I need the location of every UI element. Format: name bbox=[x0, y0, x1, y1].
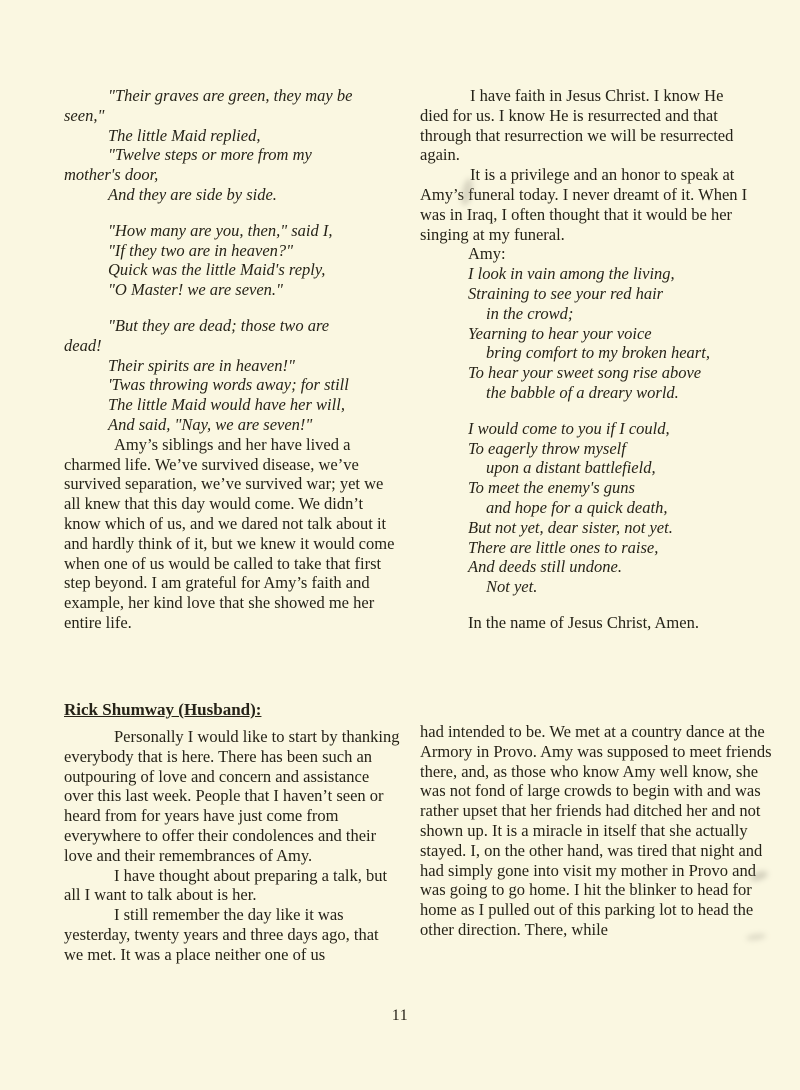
poem-line: But not yet, dear sister, not yet. bbox=[468, 517, 673, 537]
poem-line: "How many are you, then," said I, bbox=[108, 220, 333, 240]
meeting-story-paragraph: had intended to be. We met at a country dance at the Armory in Provo. Amy was supposed to meet friends there, and, as those who know Amy well know, she was not fond of large crowds to begin with and was rather upset that her friends had ditched her and not shown up. It is a miracle in itself that she actually stayed. I, on the other hand, was tired that night and had simply gone into visit my mother in Provo and was going to go home. I hit the blinker to head for home as I pulled out of this parking lot to head the other direction. There, while bbox=[420, 722, 772, 939]
remember-paragraph: I still remember the day like it was yesterday, twenty years and three days ago, that we met. It was a place neither one of us bbox=[64, 905, 379, 964]
poem-line: Yearning to hear your voice bbox=[468, 323, 652, 343]
poem-line: dead! bbox=[64, 335, 102, 355]
poem-line: I would come to you if I could, bbox=[468, 418, 670, 438]
poem-line: and hope for a quick death, bbox=[486, 497, 668, 517]
poem-line: Their spirits are in heaven!" bbox=[108, 355, 295, 375]
poem-line: The little Maid replied, bbox=[108, 125, 261, 145]
thanks-paragraph: Personally I would like to start by thanking everybody that is here. There has been such an outpouring of love and concern and assistance over this last week. People that I haven’t seen or heard from for years have just come from everywhere to offer their condolences and their love and their remembrances of Amy. bbox=[64, 727, 400, 865]
poem-line: mother's door, bbox=[64, 165, 159, 185]
poem-line: "O Master! we are seven." bbox=[108, 280, 283, 300]
poem-line: And said, "Nay, we are seven!" bbox=[108, 414, 313, 434]
poem-line: To meet the enemy's guns bbox=[468, 478, 635, 498]
poem-line: "If they two are in heaven?" bbox=[108, 240, 294, 260]
poem-line: the babble of a dreary world. bbox=[486, 382, 679, 402]
poem-line: To eagerly throw myself bbox=[468, 438, 626, 458]
poem-line: bring comfort to my broken heart, bbox=[486, 343, 710, 363]
privilege-paragraph: It is a privilege and an honor to speak at Amy’s funeral today. I never dreamt of it. When I was in Iraq, I often thought that it would be her singing at my funeral. bbox=[420, 165, 748, 244]
poem-line: "But they are dead; those two are bbox=[108, 315, 330, 335]
amy-tribute-poem bbox=[420, 264, 752, 597]
poem-line: Not yet. bbox=[486, 577, 538, 597]
poem-line: 'Twas throwing words away; for still bbox=[108, 375, 349, 395]
closing-line: In the name of Jesus Christ, Amen. bbox=[468, 612, 699, 632]
top-left-column bbox=[64, 86, 398, 633]
top-right-column bbox=[420, 86, 752, 633]
poem-line: "Their graves are green, they may be bbox=[108, 86, 353, 105]
speaker-heading: Rick Shumway (Husband): bbox=[64, 700, 262, 719]
amy-label: Amy: bbox=[468, 244, 506, 264]
poem-line: I look in vain among the living, bbox=[468, 264, 675, 284]
bottom-left-column bbox=[64, 700, 400, 965]
talk-paragraph: I have thought about preparing a talk, but all I want to talk about is her. bbox=[64, 865, 388, 905]
bottom-right-column bbox=[420, 722, 772, 940]
poem-line: Quick was the little Maid's reply, bbox=[108, 260, 326, 280]
poem-line: There are little ones to raise, bbox=[468, 537, 659, 557]
poem-line: seen," bbox=[64, 105, 105, 125]
poem-line: And deeds still undone. bbox=[468, 557, 622, 577]
poem-line: "Twelve steps or more from my bbox=[108, 145, 312, 165]
poem-line: The little Maid would have her will, bbox=[108, 395, 345, 415]
poem-line: upon a distant battlefield, bbox=[486, 458, 656, 478]
page-number: 11 bbox=[391, 1007, 409, 1024]
poem-line: Straining to see your red hair bbox=[468, 283, 664, 303]
poem-line: in the crowd; bbox=[486, 303, 574, 323]
poem-line: To hear your sweet song rise above bbox=[468, 363, 702, 383]
amy-siblings-paragraph: Amy’s siblings and her have lived a charmed life. We’ve survived disease, we’ve survived separation, we’ve survived war; yet we all knew that this day would come. We didn’t know which of us, and we dared not talk about it and hardly think of it, but we knew it would come when one of us would be called to take that first step beyond. I am grateful for Amy’s faith and example, her kind love that she showed me her entire life. bbox=[64, 434, 395, 632]
faith-paragraph: I have faith in Jesus Christ. I know He died for us. I know He is resurrected and that through that resurrection we will be resurrected again. bbox=[420, 86, 734, 165]
we-are-seven-poem bbox=[64, 86, 398, 435]
poem-line: And they are side by side. bbox=[108, 184, 277, 204]
